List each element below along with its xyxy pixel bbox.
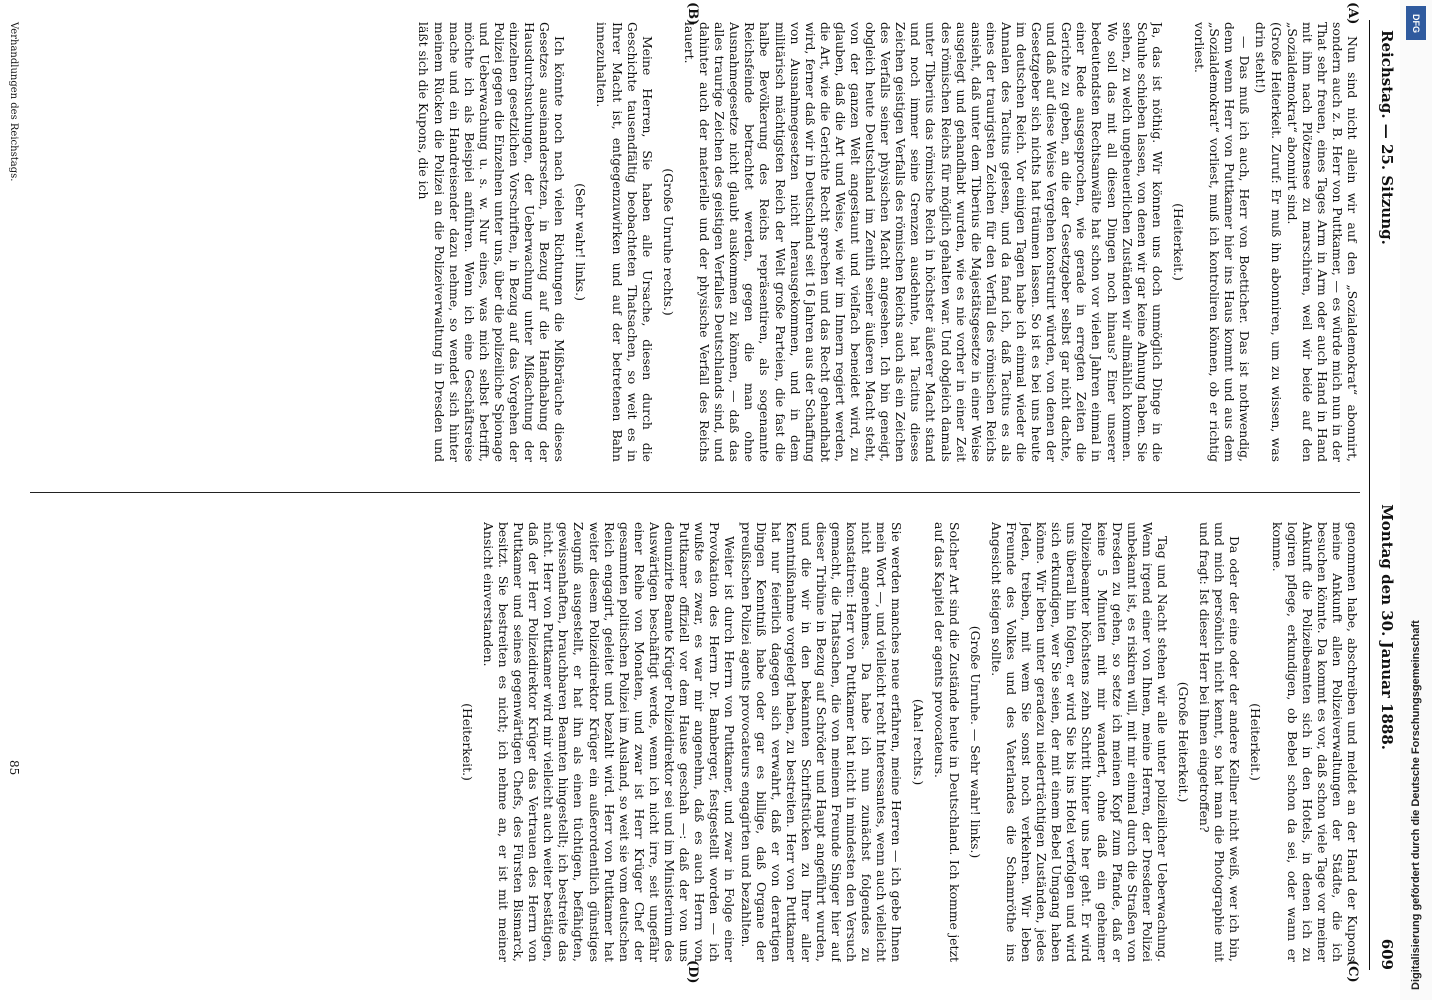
margin-letter-d: (D) bbox=[685, 960, 700, 984]
digitization-stamp bbox=[1400, 0, 1432, 1000]
left-column bbox=[30, 22, 1360, 462]
margin-letter-b: (B) bbox=[685, 2, 700, 26]
header-title: Reichstag. — 25. Sitzung. bbox=[1378, 30, 1396, 245]
margin-letter-c: (C) bbox=[1345, 960, 1360, 983]
paragraph: Sie werden manches neue erfahren, meine Herren — ich gebe Ihnen mein Wort —, und vielleicht recht Interessantes, wenn auch vielleicht nicht angenehmes. Da habe ich nun zunächst folgendes zu konstatiren: Herr von Puttkamer hat nicht in mindesten den Versuch gemacht, die Thatsachen, die von meinem Freunde Singer hier auf dieser Tribüne in Bezug auf Schröder und Haupt angeführt wurden, und die wir in den bekannten Schriftstücken zu Ihrer aller Kenntnißnahme vorgelegt haben, zu bestreiten. Herr von Puttkamer hat nur feierlich dagegen sich verwahrt, daß er von derartigen Dingen Kenntniß habe oder gar es billige, daß Organe der preußischen Polizei agents provocateurs engagirten und bezahlten. bbox=[738, 522, 905, 962]
interjection: (Große Unruhe rechts.) bbox=[660, 168, 676, 316]
interjection: (Große Unruhe. — Sehr wahr! links.) bbox=[967, 625, 983, 859]
interjection: (Sehr wahr! links.) bbox=[573, 183, 589, 301]
interjection: (Heiterkeit.) bbox=[459, 703, 475, 781]
paragraph: Solcher Art sind die Zustände heute in Deutschland. Ich komme jetzt auf das Kapitel der agents provocateurs. bbox=[931, 522, 962, 962]
footer-note: Verhandlungen des Reichstags. bbox=[8, 22, 20, 182]
interjection: (Heiterkeit.) bbox=[1170, 203, 1186, 281]
dfg-logo: DFG bbox=[1406, 6, 1426, 40]
header-rule bbox=[1369, 20, 1370, 970]
header-date: Montag den 30. Januar 1888. bbox=[1378, 504, 1396, 750]
paragraph: — Das muß ich auch, Herr von Boetticher. Das ist nothwendig, denn wenn Herr von Puttkamer hier ins Haus kommt und aus dem „Sozialdemokrat“ vorliest, muß ich kontroliren können, ob er richtig vorliest. bbox=[1192, 22, 1253, 462]
interjection: (Große Heiterkeit.) bbox=[1176, 681, 1192, 803]
column-divider bbox=[30, 492, 1360, 493]
interjection: (Heiterkeit.) bbox=[1248, 703, 1264, 781]
paragraph: Ja, das ist nöthig. Wir können uns doch unmöglich Dinge in die Schuhe schieben lassen, von denen wir gar keine Ahnung haben. Sie sehen, zu welch ungeheuerlichen Zuständen wir allmählich kommen. Wo soll das mit all diesen Dingen noch hinaus? Einer unserer bedeutendsten Rechtsanwälte hat schon vor vielen Jahren einmal in einer Rede ausgesprochen, wie gerade in erregten Zeiten die Gerichte zu geben, an die der Gesetzgeber selbst gar nicht dachte, und daß auf diese Weise Vergehen konstruirt würden, von denen der Gesetzgeber sich nichts hat träumen lassen. So ist es bei uns heute im deutschen Reich. Vor einigen Tagen habe ich einmal wieder die Annalen des Tacitus gelesen, und da fand ich, daß Tacitus es als eines der traurigsten Zeichen für den Verfall des römischen Reichs ansieht, daß unter dem Tiberius die Majestätsgesetze in einer Weise ausgelegt und gehandhabt wurden, wie es nie vorher in einer Zeit des römischen Reichs für möglich gehalten war. Und obgleich damals unter Tiberius das römische Reich in höchster äußerer Macht stand und noch immer seine Grenzen ausdehnte, hat Tacitus dieses Zeichen geistigen Verfalls des römischen Reichs auch als ein Zeichen des Verfalls seiner physischen Macht angesehen. Ich bin geneigt, obgleich heute Deutschland im Zenith seiner äußeren Macht steht, von der ganzen Welt angestaunt und vielfach beneidet wird, zu glauben, daß die Art und Weise, wie wir im Innern regiert werden, die Art, wie die Gerichte Recht sprechen und das Recht gehandhabt wird, ferner daß wir in Deutschland seit 16 Jahren aus der Schaffung von Ausnahmegesetzen nicht herausgekommen, und in dem militärisch mächtigsten Reich der Welt große Parteien, die fast die halbe Bevölkerung des Reichs repräsentiren, als sogenannte Reichsfeinde betrachtet werden, gegen die man ohne Ausnahmegesetze nicht glaubt auskommen zu können, — daß das alles traurige Zeichen des geistigen Verfalles Deutschlands sind, und dahinter auch der materielle und der physische Verfall des Reichs lauert. bbox=[681, 22, 1165, 462]
paragraph: Weiter ist durch Herrn von Puttkamer, und zwar in Folge einer Provokation des Herrn Dr. Bamberger, festgestellt worden — ich wußte es zwar, es war mir angenehm, daß es auch Herrn von Puttkamer offiziell vor dem Hause geschah —: daß der von uns denunzirte Beamte Krüger Polizeidirektor sei und im Ministerium des Auswärtigen beschäftigt werde, wenn ich nicht irre, seit ungefähr einer Reihe von Monaten, und zwar ist Herr Krüger Chef der gesammten politischen Polizei im Ausland, so weit sie vom deutschen Reich engagirt, geleitet und bezahlt wird. Herr von Puttkamer hat weiter diesem Polizeidirektor Krüger ein außerordentlich günstiges Zeugniß ausgestellt, er hat ihn als einen tüchtigen, befähigten, gewissenhaften, brauchbaren Beamten hingestellt; ich bestreite das nicht. Herr von Puttkamer wird mir vielleicht auch weiter bestätigen, daß der Herr Polizeidirektor Krüger das Vertrauen des Herrn von Puttkamer und seines gegenwärtigen Chefs, des Fürsten Bismarck, besitzt. Sie bestreiten es nicht; ich nehme an, er ist mit meiner Ansicht einverstanden. bbox=[480, 522, 738, 962]
paragraph: Ich könnte noch nach vielen Richtungen die Mißbräuche dieses Gesetzes auseinandersetzen, in Bezug auf die Handhabung der Hausdurchsuchungen, der Ueberwachung unter Mißachtung der einzelnen gesetzlichen Vorschriften, in Bezug auf das Vorgehen der Polizei gegen die Einzelnen unter uns, über die polizeiliche Spionage und Ueberwachung u. s. w. Nur eines, was mich selbst betrifft, möchte ich als Beispiel anführen. Wenn ich eine Geschäftsreise mache und ein Handreisender dazu nehme, so wendet sich hinter meinem Rücken die Polizei an die Polizeiverwaltung in Dresden und läßt sich die Kupons, die ich bbox=[416, 22, 568, 462]
rotated-page bbox=[2, 0, 1400, 985]
right-column bbox=[30, 522, 1360, 962]
paragraph: (Große Heiterkeit. Zuruf: Er muß ihn abonniren, um zu wissen, was drin steht!) bbox=[1253, 22, 1284, 462]
paragraph: Nun sind nicht allein wir auf den „Sozialdemokrat“ abonnirt, sondern auch z. B. Herr von Puttkamer, — es würde mich nun in der That sehr freuen, eines Tages Arm in Arm oder auch Hand in Hand mit ihm nach Plötzensee zu marschiren, weil wir beide auf den „Sozialdemokrat“ abonnirt sind. bbox=[1284, 22, 1360, 462]
page-header bbox=[1374, 20, 1396, 970]
paragraph: Tag und Nacht stehen wir alle unter polizeilicher Ueberwachung. Wenn irgend einer von Ihnen, meine Herren, der Dresdener Polizei unbekannt ist, es riskiren will, mit mir einmal durch die Straßen von Dresden zu gehen, so setze ich meinen Kopf zum Pfande, daß er keine 5 Minuten mit mir wandert, ohne daß ein geheimer Polizeibeamter höchstens zehn Schritt hinter uns her geht. Er wird uns überall hin folgen, er wird Sie bis ins Hotel verfolgen und wird sich erkundigen, wer Sie seien, der mit einem Bebel Umgang haben könne. Wir leben unter geradezu niederträchtigen Zuständen, jedes Jeden, treiben, mit wem Sie sonst noch verkehren. Wir leben Freunde des Volkes und des Vaterlandes die Schamröthe ins Angesicht steigen sollte. bbox=[988, 522, 1170, 962]
page-number: 609 bbox=[1378, 938, 1396, 970]
paragraph: Meine Herren, Sie haben alle Ursache, diesen durch die Geschichte tausendfältig beobachteten Thatsachen, so weit es in Ihrer Macht ist, entgegenzuwirken und auf der betretenen Bahn innezuhalten. bbox=[594, 22, 655, 462]
stamp-text: Digitalisierung gefördert durch die Deutsche Forschungsgemeinschaft bbox=[1410, 620, 1422, 990]
margin-letter-a: (A) bbox=[1345, 2, 1360, 25]
interjection: (Aha! rechts.) bbox=[910, 698, 926, 786]
footer-signature: 85 bbox=[7, 760, 22, 776]
paragraph: Da oder der eine oder der andere Kellner nicht weiß, wer ich bin, und mich persönlich nicht kennt, so hat man die Photographie mit und fragt: Ist dieser Herr bei Ihnen eingetroffen? bbox=[1197, 522, 1243, 962]
newspaper-page bbox=[2, 0, 1400, 985]
paragraph: genommen habe, abschreiben und meldet an der Hand der Kupons meine Ankunft allen Polizeiverwaltungen der Städte, die ich besuchen könnte. Da kommt es vor, daß schon viele Tage vor meiner Ankunft die Polizeibeamten sich in den Hotels, in denen ich zu logiren pflege, erkundigen, ob Bebel schon da sei, oder wann er komme. bbox=[1269, 522, 1360, 962]
